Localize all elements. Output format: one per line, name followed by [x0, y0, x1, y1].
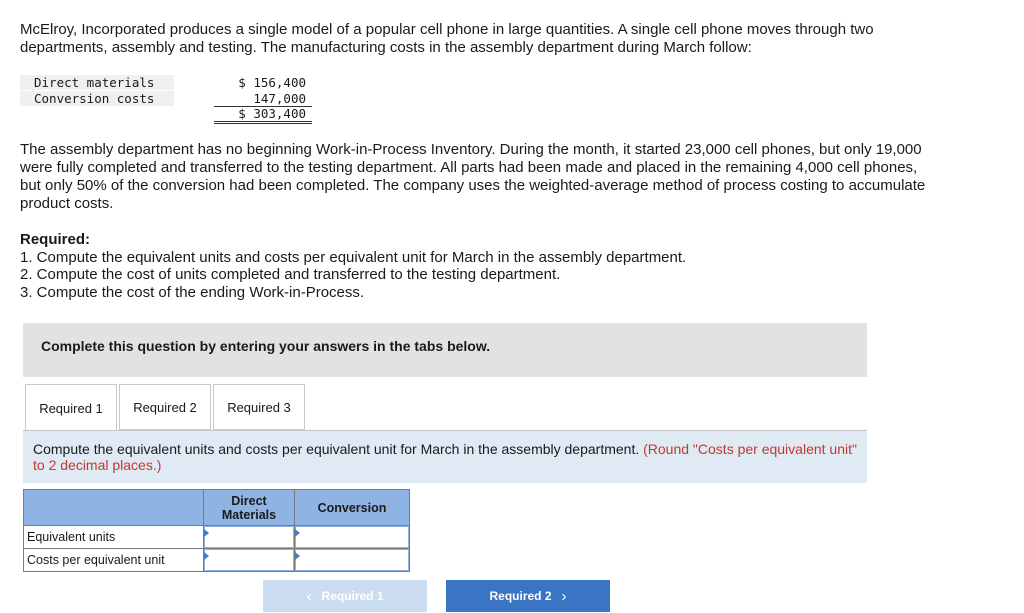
- cell-marker-icon: [204, 529, 209, 537]
- cell-marker-icon: [204, 552, 209, 560]
- instruction-banner: [23, 323, 867, 377]
- prev-button[interactable]: [263, 580, 427, 612]
- header-conversion: Conversion: [295, 490, 410, 526]
- tab-required-3[interactable]: Required 3: [213, 384, 305, 430]
- row-label-equivalent-units: Equivalent units: [24, 526, 204, 549]
- instruction-text: Compute the equivalent units and costs per equivalent unit for March in the assembly department.: [33, 441, 640, 457]
- problem-narrative: The assembly department has no beginning Work-in-Process Inventory. During the month, it started 23,000 cell phones, but only 19,000 were fully completed and transferred to the testing department. All parts had been made and placed in the remaining 4,000 cell phones, but only 50% of the conversion had been completed. The company uses the weighted-average method of process costing to accumulate product costs.: [20, 141, 926, 212]
- cell-marker-icon: [295, 529, 300, 537]
- next-button[interactable]: [446, 580, 610, 612]
- cost-total: $ 303,400: [214, 106, 312, 124]
- required-heading: Required:: [20, 231, 91, 248]
- chevron-right-icon: ›: [561, 587, 567, 605]
- required-item-2: 2. Compute the cost of units completed and transferred to the testing department.: [20, 266, 561, 283]
- cost-value-conversion: 147,000: [214, 91, 312, 107]
- required-item-3: 3. Compute the cost of the ending Work-in-Process.: [20, 284, 365, 301]
- rounding-note: (Round "Costs per equivalent unit" to 2 decimal places.): [33, 441, 857, 473]
- header-blank: [24, 490, 204, 526]
- required-item-1: 1. Compute the equivalent units and costs per equivalent unit for March in the assembly department.: [20, 249, 687, 266]
- row-label-cost-per-eu: Costs per equivalent unit: [24, 549, 204, 572]
- input-eu-conversion[interactable]: [295, 526, 409, 548]
- input-cost-conversion[interactable]: [295, 549, 409, 571]
- cell-cost-conversion: [295, 549, 410, 572]
- answer-table: [23, 489, 410, 572]
- problem-intro: McElroy, Incorporated produces a single model of a popular cell phone in large quantities. A single cell phone moves through two departments, assembly and testing. The manufacturing costs in the assembly department during March follow:: [20, 21, 874, 56]
- prev-button-label: Required 1: [321, 589, 384, 603]
- tab-required-1[interactable]: Required 1: [25, 384, 117, 431]
- banner-text: Complete this question by entering your answers in the tabs below.: [41, 338, 491, 354]
- cost-value-direct-materials: $ 156,400: [238, 75, 306, 90]
- cell-marker-icon: [295, 552, 300, 560]
- cell-eu-conversion: [295, 526, 410, 549]
- cell-cost-direct-materials: [204, 549, 295, 572]
- input-cost-direct-materials[interactable]: [204, 549, 294, 571]
- tab-instruction: [23, 430, 867, 483]
- cell-eu-direct-materials: [204, 526, 295, 549]
- tab-required-2[interactable]: Required 2: [119, 384, 211, 430]
- chevron-left-icon: ‹: [306, 587, 312, 605]
- cost-label-direct-materials: Direct materials: [20, 75, 174, 90]
- input-eu-direct-materials[interactable]: [204, 526, 294, 548]
- cost-label-conversion: Conversion costs: [20, 91, 174, 106]
- table-row: [24, 526, 410, 549]
- header-direct-materials: Direct Materials: [204, 490, 295, 526]
- table-row: [24, 549, 410, 572]
- next-button-label: Required 2: [489, 589, 552, 603]
